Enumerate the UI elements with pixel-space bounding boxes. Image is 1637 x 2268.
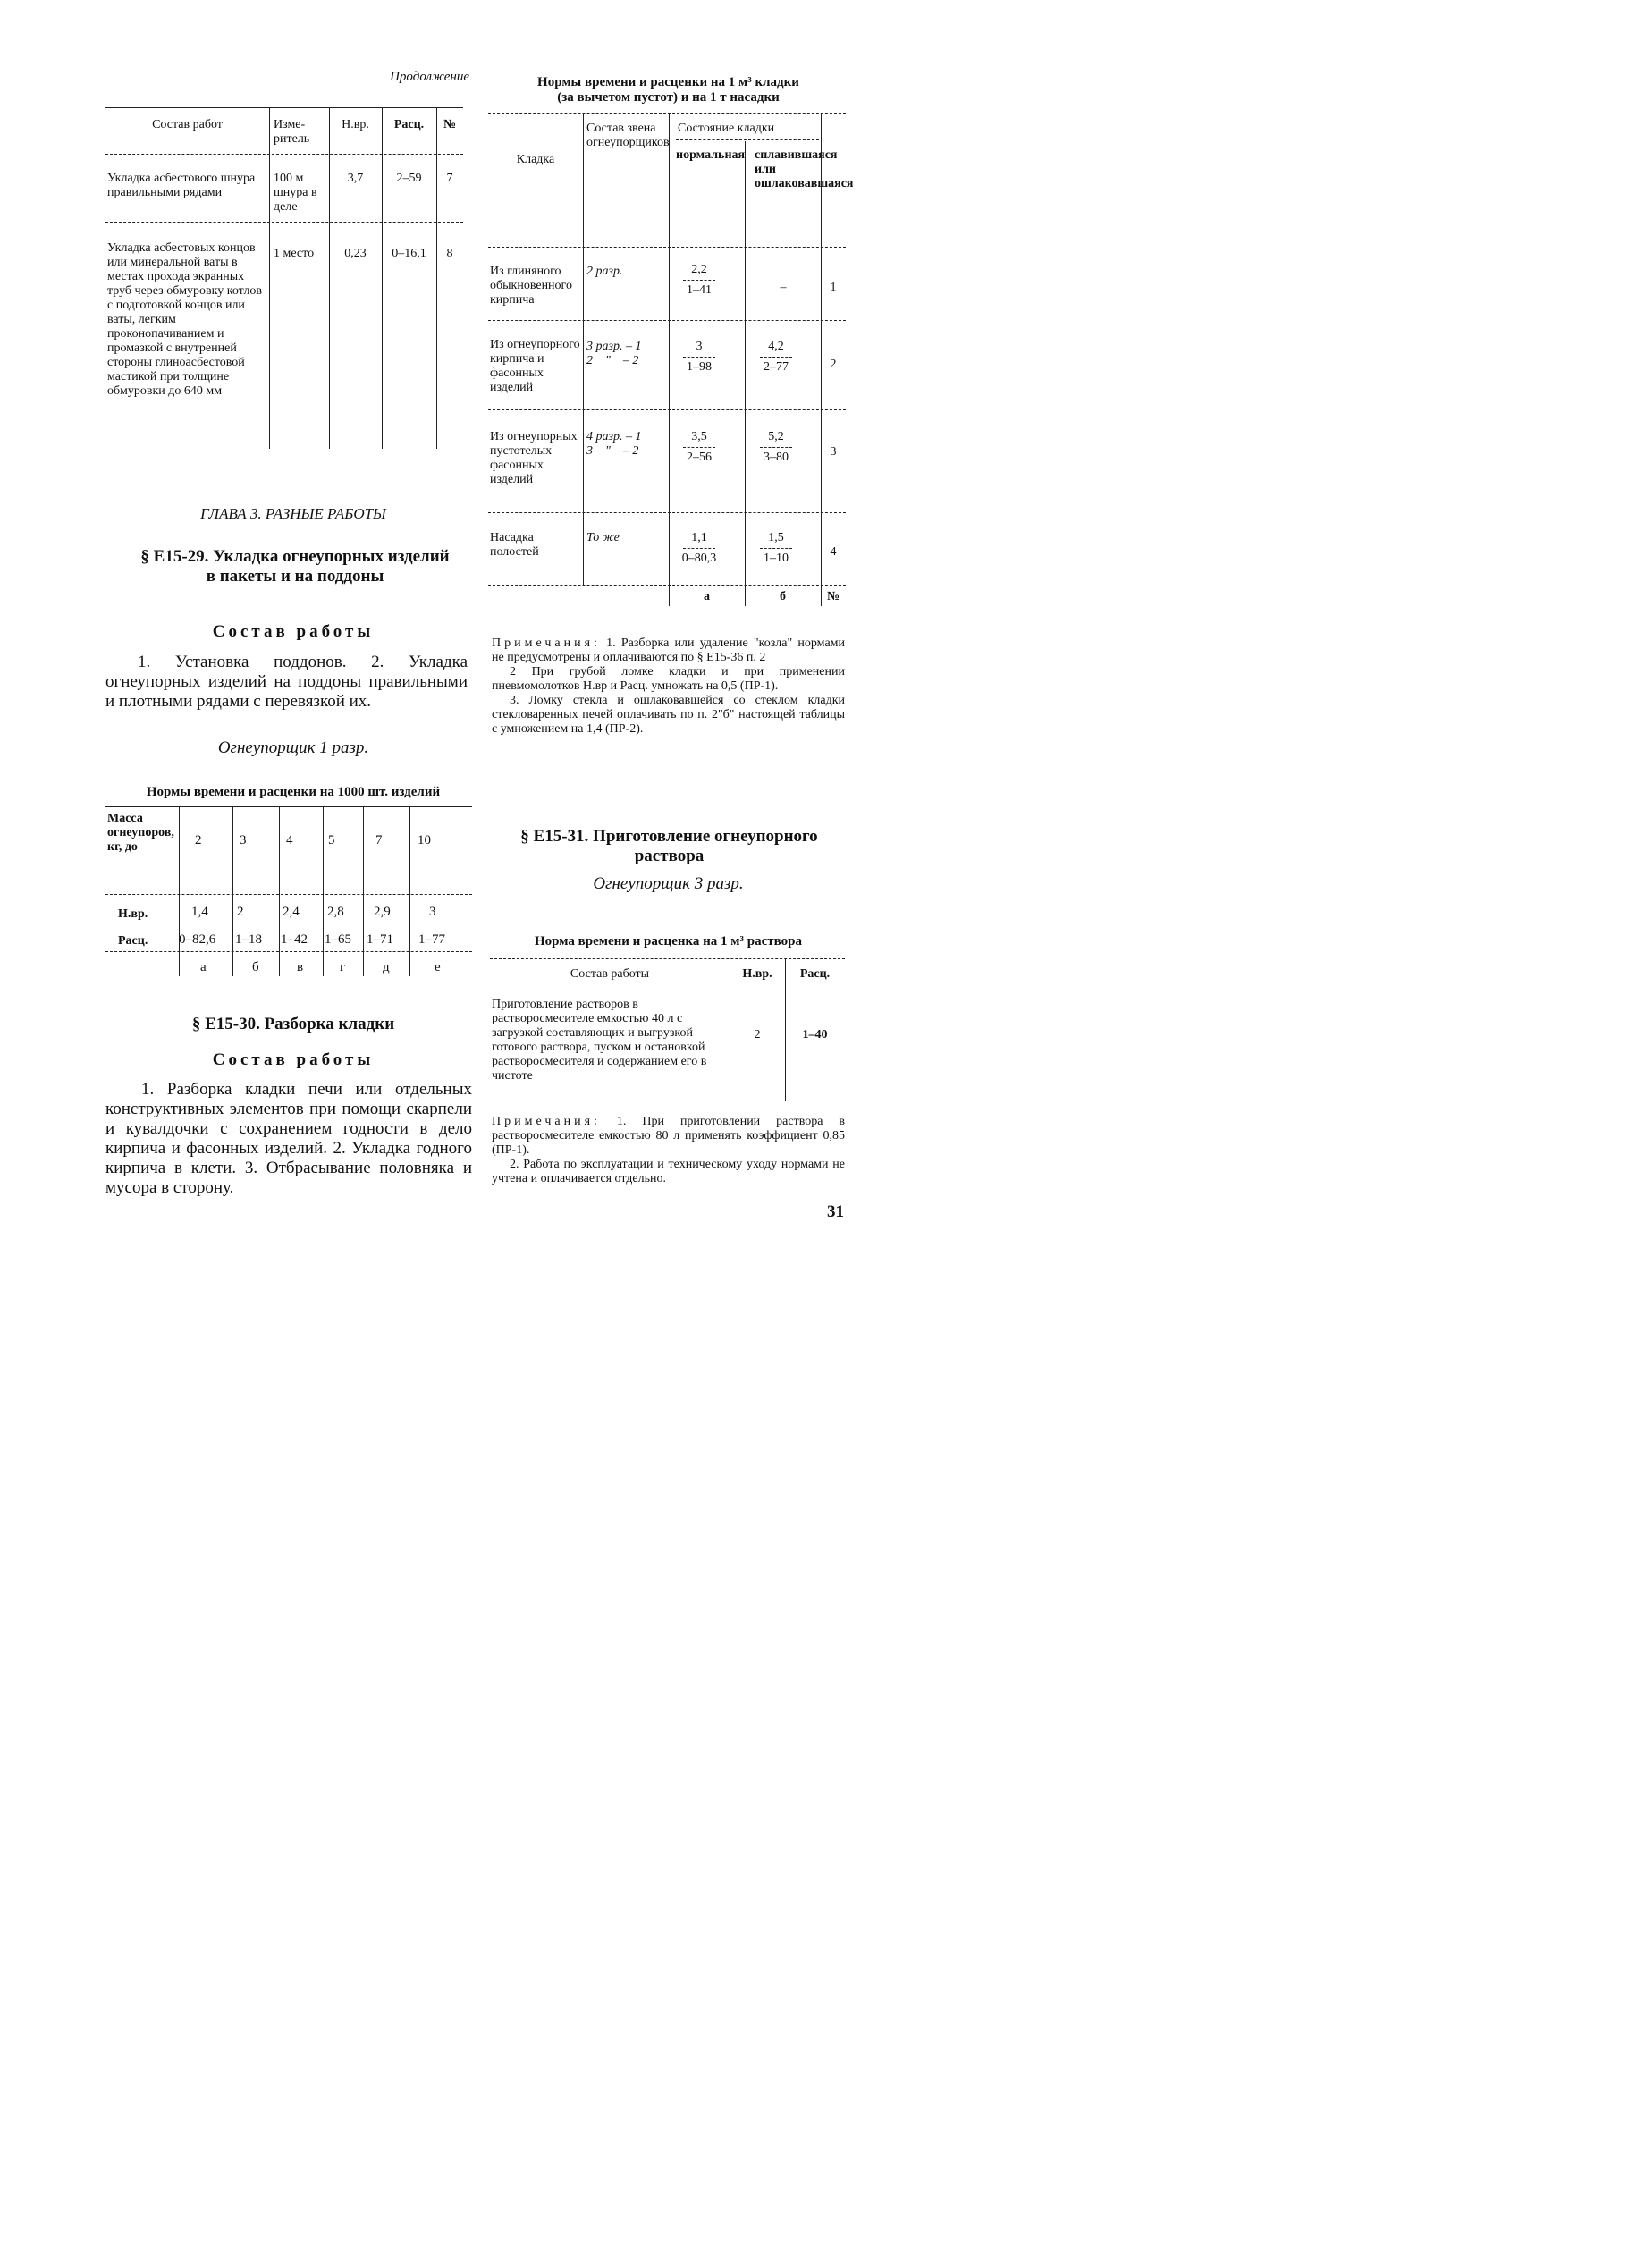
header-num: № xyxy=(443,118,457,131)
note-2-1: 1. При приготовлении раствора в растворосмесителе емкостью 80 л применять коэффициент 0,85 (ПР-1). xyxy=(492,1115,846,1157)
norm-5: 2,9 xyxy=(374,905,391,919)
norm-1: 1,4 xyxy=(191,905,208,919)
mass-table xyxy=(105,806,472,976)
notes-label-2: Примечания: xyxy=(492,1115,601,1128)
row3-fused: 5,2 3–80 xyxy=(749,430,803,465)
row-cavity-packing: Насадка полостей xyxy=(490,531,539,559)
continuation-label: Продолжение xyxy=(390,70,469,84)
row1-rate: 2–59 xyxy=(396,172,422,185)
row1-crew: 2 разр. xyxy=(586,265,623,278)
col-letter-num: № xyxy=(826,590,840,603)
row1-num: 7 xyxy=(446,172,453,185)
header-rate-2: Расц. xyxy=(799,967,831,981)
header-masonry: Кладка xyxy=(516,153,555,166)
rate-label: Расц. xyxy=(118,934,148,948)
row3-crew-2: 3 " – 2 xyxy=(586,444,639,458)
norm-6: 3 xyxy=(429,905,436,919)
section-e15-30-title: § Е15-30. Разборка кладки xyxy=(191,1015,395,1033)
row-hollow-shapes: Из огнеупорных пустотелых фасонных изделий xyxy=(490,430,578,486)
letter-b: б xyxy=(252,960,259,974)
row1-work: Укладка асбестового шнура правильными рядами xyxy=(107,172,256,199)
norm-label: Н.вр. xyxy=(118,907,148,921)
letter-d: д xyxy=(383,960,390,974)
col-letter-a: а xyxy=(704,590,710,603)
row2-rate: 0–16,1 xyxy=(392,247,426,260)
letter-e: е xyxy=(435,960,441,974)
row2-normal: 3 1–98 xyxy=(672,340,726,375)
header-crew: Состав звена огнеупорщиков xyxy=(586,122,670,149)
norm-2: 2 xyxy=(237,905,244,919)
row4-crew: То же xyxy=(586,531,620,544)
note-2: 2 При грубой ломке кладки и при применении пневмомолотков Н.вр и Расц. умножать на 0,5 (ПР-1). xyxy=(492,665,845,693)
mass-row-header: Масса огнеупоров, кг, до xyxy=(107,812,174,854)
row2-crew-1: 3 разр. – 1 xyxy=(586,340,642,353)
rate-3: 1–42 xyxy=(281,932,308,947)
mortar-table xyxy=(490,958,845,1101)
worker-grade: Огнеупорщик 1 разр. xyxy=(217,738,369,757)
row3-normal: 3,5 2–56 xyxy=(672,430,726,465)
col-3: 3 xyxy=(240,833,247,847)
masonry-table xyxy=(488,113,854,606)
row4-normal: 1,1 0–80,3 xyxy=(681,531,717,565)
row4-num: 4 xyxy=(830,545,837,559)
row2-norm: 0,23 xyxy=(344,247,367,260)
header-work: Состав работ xyxy=(152,118,223,131)
col-7: 7 xyxy=(375,833,383,847)
section-e15-31-title: § Е15-31. Приготовление огнеупорного раствора xyxy=(520,827,818,865)
notes-block-1 xyxy=(492,637,845,737)
header-composition: Состав работы xyxy=(570,967,650,981)
composition-text-2: 1. Разборка кладки печи или отдельных конструктивных элементов при помощи скарпели и кувалдочки с сохранением годности в дело кирпича и фасонных изделий. 2. Укладка годного кирпича в клети. 3. Отбрасывание половняка и мусора в сторону. xyxy=(105,1080,472,1197)
work-table xyxy=(105,107,463,451)
composition-text: 1. Установка поддонов. 2. Укладка огнеупорных изделий на поддоны правильными и плотными рядами с перевязкой их. xyxy=(105,653,468,711)
row-refractory-brick: Из огнеупорного кирпича и фасонных изделий xyxy=(490,338,580,394)
right-table-caption-2: (за вычетом пустот) и на 1 т насадки xyxy=(557,90,780,105)
chapter-title: ГЛАВА 3. РАЗНЫЕ РАБОТЫ xyxy=(200,505,386,522)
letter-v: в xyxy=(297,960,304,974)
composition-heading: Состав работы xyxy=(212,622,375,641)
row1-num: 1 xyxy=(830,281,837,294)
notes-label: Примечания: xyxy=(492,637,601,650)
note-2-2: 2. Работа по эксплуатации и техническому уходу нормами не учтена и оплачивается отдельно. xyxy=(492,1158,845,1185)
mortar-work: Приготовление растворов в растворосмесителе емкостью 40 л с загрузкой составляющих и выгрузкой готового раствора, пуском и остановкой растворосмесителя и содержанием его в чистоте xyxy=(492,998,707,1083)
row2-fused: 4,2 2–77 xyxy=(749,340,803,375)
header-norm: Н.вр. xyxy=(342,118,369,131)
row-clay-brick: Из глиняного обыкновенного кирпича xyxy=(490,265,572,307)
row1-unit: 100 м шнура в деле xyxy=(274,172,317,214)
note-1: 1. Разборка или удаление "козла" нормами не предусмотрены и оплачиваются по § Е15-36 п. 2 xyxy=(492,637,846,664)
right-table-caption-1: Нормы времени и расценки на 1 м³ кладки xyxy=(537,75,799,89)
page-number: 31 xyxy=(827,1202,844,1221)
rate-6: 1–77 xyxy=(418,932,445,947)
col-letter-b: б xyxy=(780,590,786,603)
row2-crew-2: 2 " – 2 xyxy=(586,354,639,367)
table-caption: Нормы времени и расценки на 1000 шт. изделий xyxy=(146,785,441,799)
notes-block-2 xyxy=(492,1115,845,1186)
mortar-rate: 1–40 xyxy=(802,1028,828,1041)
mortar-norm: 2 xyxy=(754,1028,761,1041)
norm-3: 2,4 xyxy=(283,905,300,919)
row2-num: 8 xyxy=(446,247,453,260)
composition-heading-2: Состав работы xyxy=(212,1050,375,1069)
rate-4: 1–65 xyxy=(325,932,351,947)
rate-2: 1–18 xyxy=(235,932,262,947)
norm-4: 2,8 xyxy=(327,905,344,919)
rate-1: 0–82,6 xyxy=(179,932,216,947)
header-normal: нормальная xyxy=(676,148,746,162)
letter-a: а xyxy=(200,960,207,974)
col-2: 2 xyxy=(195,833,202,847)
col-10: 10 xyxy=(418,833,431,847)
letter-g: г xyxy=(340,960,346,974)
header-norm-2: Н.вр. xyxy=(742,967,772,981)
header-fused: сплавившаяся или ошлаковавшаяся xyxy=(755,148,854,190)
col-5: 5 xyxy=(328,833,335,847)
header-state: Состояние кладки xyxy=(678,122,775,135)
row1-fused: – xyxy=(780,281,787,294)
row2-num: 2 xyxy=(830,358,837,371)
header-rate: Расц. xyxy=(393,118,425,131)
row3-crew-1: 4 разр. – 1 xyxy=(586,430,642,443)
row2-work: Укладка асбестовых концов или минеральной ваты в местах прохода экранных труб через обмуровку котлов с подготовкой концов или ваты, легким проконопачиванием и промазкой с внутренней стороны глиноасбестовой мастикой при толщине обмуровки до 640 мм xyxy=(107,241,263,398)
section-e15-29-title: § Е15-29. Укладка огнеупорных изделий в пакеты и на поддоны xyxy=(140,547,450,586)
worker-grade-2: Огнеупорщик 3 разр. xyxy=(593,874,744,893)
row2-unit: 1 место xyxy=(274,247,315,260)
row1-norm: 3,7 xyxy=(347,172,364,185)
row4-fused: 1,5 1–10 xyxy=(749,531,803,566)
header-unit: Изме- ритель xyxy=(274,118,310,146)
note-3: 3. Ломку стекла и ошлаковавшейся со стеклом кладки стекловаренных печей оплачивать по п. 2"б" настоящей таблицы с умножением на 1,4 (ПР-2). xyxy=(492,694,845,736)
rate-5: 1–71 xyxy=(367,932,393,947)
col-4: 4 xyxy=(286,833,293,847)
mortar-table-caption: Норма времени и расценка на 1 м³ раствора xyxy=(535,934,802,949)
row3-num: 3 xyxy=(830,445,837,459)
row1-normal: 2,2 1–41 xyxy=(672,263,726,298)
